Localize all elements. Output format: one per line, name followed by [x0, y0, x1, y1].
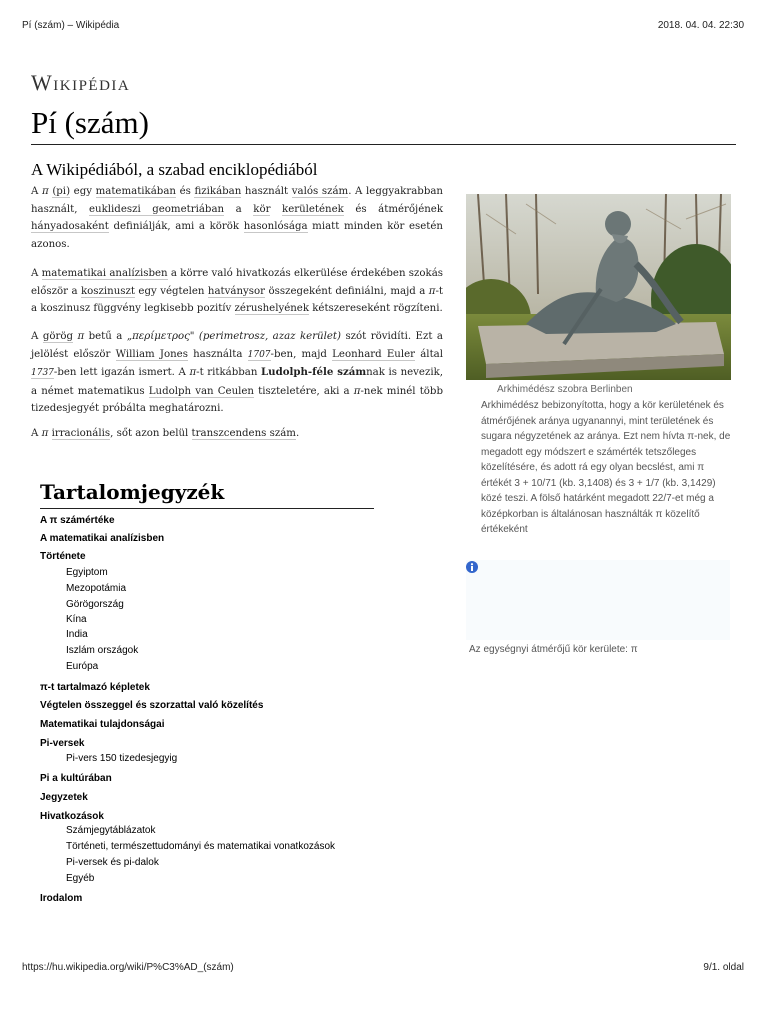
link-kerulet[interactable]: kerületének	[282, 203, 344, 215]
page-tagline: A Wikipédiából, a szabad enciklopédiából	[31, 160, 318, 179]
link-year-1737[interactable]: 1737	[31, 368, 54, 378]
toc-item[interactable]: A π számértéke	[40, 515, 115, 526]
link-leonhard-euler[interactable]: Leonhard Euler	[332, 348, 416, 360]
intro-paragraph-4: A π irracionális, sőt azon belül transzcendens szám.	[31, 428, 300, 439]
toc-divider	[40, 508, 374, 509]
link-gorog[interactable]: görög	[42, 331, 73, 342]
pi-symbol: π	[189, 367, 197, 378]
toc-item[interactable]: Pi a kultúrában	[40, 773, 112, 784]
toc-subitem[interactable]: Kína	[66, 614, 87, 625]
link-valos-szam[interactable]: valós szám	[291, 186, 349, 197]
toc-subitem[interactable]: Egyéb	[66, 873, 95, 884]
pi-symbol: π	[353, 385, 361, 397]
link-irracionalis[interactable]: irracionális	[51, 428, 111, 439]
toc-item[interactable]: π-t tartalmazó képletek	[40, 682, 150, 693]
title-divider	[31, 144, 736, 145]
link-transzcendens-szam[interactable]: transzcendens szám	[191, 428, 296, 439]
link-year-1707[interactable]: 1707	[247, 349, 271, 360]
toc-item[interactable]: Története	[40, 551, 86, 562]
link-william-jones[interactable]: William Jones	[115, 348, 188, 360]
intro-paragraph-1: A π (pi) egy matematikában és fizikában használt valós szám. A leggyakrabban használt, euklideszi geometriában a kör kerületének és átmérőjének hányadosaként definiálják, ami a körök hasonlósága miatt minden kör esetén azonos.	[31, 186, 443, 250]
ludolph-term: Ludolph-féle szám	[261, 366, 367, 378]
page-url: https://hu.wikipedia.org/wiki/P%C3%AD_(szám)	[22, 962, 234, 973]
toc-item[interactable]: A matematikai analízisben	[40, 533, 165, 544]
toc-subitem[interactable]: Görögország	[66, 599, 124, 610]
pi-symbol: π	[428, 285, 436, 297]
link-matematikai-analizis[interactable]: matematikai analízisben	[41, 268, 168, 279]
wikipedia-wordmark[interactable]: Wikipédia	[31, 70, 131, 95]
figure-caption-text: Arkhimédész bebizonyította, hogy a kör kerületének és átmérőjének aránya ugyanannyi, mint területének és sugara négyzetének az aránya. Ezt nem hívta π-nek, de megadott egy módszert e számérték tetszőleges közelítésére, és adott rá egy olyan becslést, ami π értékét 3 + 10/71 (kb. 3,1408) és 3 + 1/7 (kb. 3,1429) közé teszi. A fölső határként megadott 22/7-et még a középkorban is általánosan használták π közelítő értékeként	[481, 400, 731, 535]
link-hasonlosag[interactable]: hasonlósága	[243, 221, 308, 232]
page-title: Pí (szám)	[31, 105, 149, 140]
toc-subitem[interactable]: India	[66, 629, 88, 640]
link-kor[interactable]: kör	[253, 203, 271, 215]
toc-subitem[interactable]: Pi-vers 150 tizedesjegyig	[66, 753, 178, 764]
toc-item[interactable]: Végtelen összeggel és szorzattal való közelítés	[40, 700, 264, 711]
toc-subitem[interactable]: Történeti, természettudományi és matematikai vonatkozások	[66, 841, 336, 852]
link-fizika[interactable]: fizikában	[194, 186, 242, 197]
pi-symbol: π	[41, 428, 49, 439]
link-hanyados[interactable]: hányadosaként	[31, 221, 109, 232]
toc-item[interactable]: Hivatkozások	[40, 811, 104, 822]
intro-paragraph-2: A matematikai analízisben a körre való hivatkozás elkerülése érdekében szokás először a koszinuszt egy végtelen hatványsor összegeként definiálni, majd a π-t a koszinusz függvény legkisebb pozitív zérushelyének kétszereseként rögzíteni.	[31, 268, 443, 314]
figure-caption-title: Arkhimédész szobra Berlinben	[497, 384, 633, 395]
pi-animation-placeholder	[466, 560, 730, 640]
toc-subitem[interactable]: Mezopotámia	[66, 583, 127, 594]
archimedes-statue-photo[interactable]	[466, 194, 731, 380]
pi-symbol: π	[41, 186, 49, 197]
link-euklideszi-geometria[interactable]: euklideszi geometriában	[89, 203, 225, 215]
toc-item[interactable]: Jegyzetek	[40, 792, 88, 803]
toc-subitem[interactable]: Számjegytáblázatok	[66, 825, 156, 836]
toc-item[interactable]: Irodalom	[40, 893, 83, 904]
pi-symbol: π	[77, 331, 85, 342]
intro-paragraph-3: A görög π betű a „περίμετρος" (perimetrosz, azaz kerület) szót rövidíti. Ezt a jelölést először William Jones használta 1707-ben, majd Leonhard Euler által 1737-ben lett igazán ismert. A π-t ritkábban Ludolph-féle számnak is nevezik, a német matematikus Ludolph van Ceulen tiszteletére, aki a π-nek minél több tizedesjegyét próbálta meghatározni.	[31, 331, 443, 414]
info-icon[interactable]	[466, 561, 478, 573]
print-datetime: 2018. 04. 04. 22:30	[657, 20, 744, 31]
link-koszinusz[interactable]: koszinuszt	[81, 285, 135, 297]
link-pi[interactable]: (pi)	[52, 186, 71, 197]
toc-subitem[interactable]: Pi-versek és pi-dalok	[66, 857, 159, 868]
page-number: 9/1. oldal	[703, 962, 744, 973]
link-hatvanysor[interactable]: hatványsor	[207, 285, 266, 297]
link-matematika[interactable]: matematikában	[95, 186, 176, 197]
link-zerushely[interactable]: zérushelyének	[234, 303, 309, 314]
animation-caption: Az egységnyi átmérőjű kör kerülete: π	[469, 644, 638, 655]
toc-item[interactable]: Pi-versek	[40, 738, 85, 749]
greek-word: „περίμετρος" (perimetrosz, azaz kerület)	[126, 331, 341, 342]
toc-subitem[interactable]: Európa	[66, 661, 99, 672]
toc-subitem[interactable]: Iszlám országok	[66, 645, 139, 656]
toc-subitem[interactable]: Egyiptom	[66, 567, 108, 578]
link-ludolph-van-ceulen[interactable]: Ludolph van Ceulen	[148, 385, 254, 397]
browser-tab-title: Pí (szám) – Wikipédia	[22, 20, 120, 31]
toc-item[interactable]: Matematikai tulajdonságai	[40, 719, 165, 730]
toc-title: Tartalomjegyzék	[40, 480, 225, 504]
